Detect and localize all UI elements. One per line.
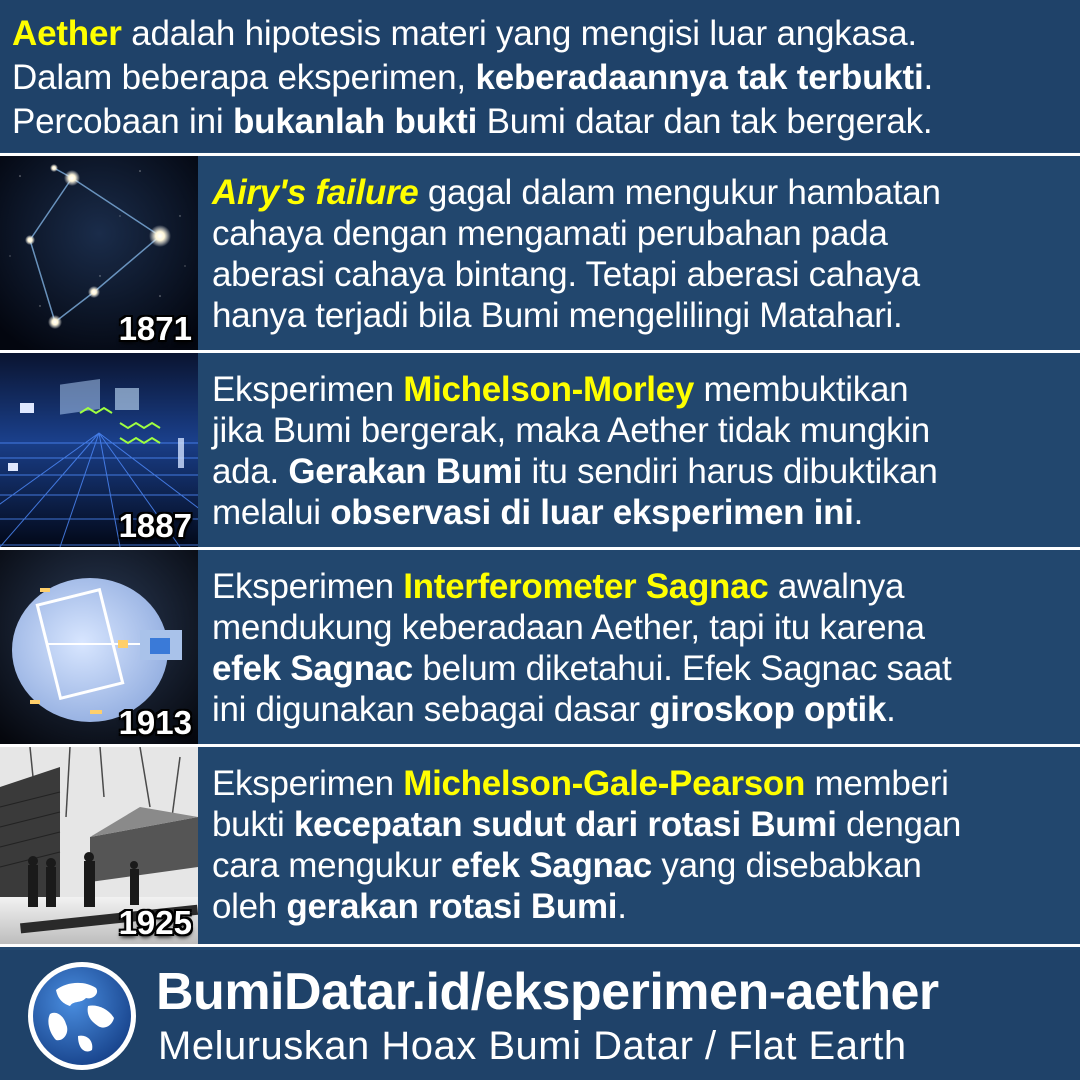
experiment-description: Eksperimen Interferometer Sagnac awalnya mendukung keberadaan Aether, tapi itu karena efek Sagnac belum diketahui. Efek Sagnac saat ini digunakan sebagai dasar giroskop optik. [212, 567, 952, 729]
experiment-row-1871 [0, 156, 1080, 350]
year-label: 1871 [118, 310, 192, 347]
historic-photo-image [0, 747, 198, 944]
divider [0, 944, 1080, 947]
intro-line-2: Dalam beberapa eksperimen, keberadaannya tak terbukti. [12, 58, 934, 97]
experiment-row-1913 [0, 550, 1080, 744]
experiment-title: Airy's failure [212, 173, 419, 212]
experiment-description: Eksperimen Michelson-Morley membuktikan jika Bumi bergerak, maka Aether tidak mungkin ada. Gerakan Bumi itu sendiri harus dibuktikan melalui observasi di luar eksperimen ini. [212, 370, 938, 532]
constellation-image [0, 156, 198, 350]
globe-icon [26, 960, 138, 1072]
footer [0, 950, 1080, 1080]
experiment-row-1887 [0, 353, 1080, 547]
year-label: 1925 [118, 904, 192, 941]
experiment-description: Airy's failure gagal dalam mengukur hambatan cahaya dengan mengamati perubahan pada aberasi cahaya bintang. Tetapi aberasi cahaya hanya terjadi bila Bumi mengelilingi Matahari. [212, 173, 941, 335]
intro-line-1: Aether adalah hipotesis materi yang mengisi luar angkasa. [12, 14, 917, 53]
experiment-description: Eksperimen Michelson-Gale-Pearson memberi bukti kecepatan sudut dari rotasi Bumi dengan cara mengukur efek Sagnac yang disebabkan oleh gerakan rotasi Bumi. [212, 764, 962, 926]
experiment-title: Interferometer Sagnac [403, 567, 769, 606]
interferometer-grid-image [0, 353, 198, 547]
sagnac-interferometer-image [0, 550, 198, 744]
aether-keyword: Aether [12, 14, 122, 53]
experiment-title: Michelson-Morley [403, 370, 695, 409]
year-label: 1913 [118, 704, 192, 741]
website-url[interactable]: BumiDatar.id/eksperimen-aether [156, 963, 939, 1021]
intro-line-3: Percobaan ini bukanlah bukti Bumi datar dan tak bergerak. [12, 102, 933, 141]
intro-block [0, 0, 1080, 152]
year-label: 1887 [118, 507, 192, 544]
experiment-title: Michelson-Gale-Pearson [403, 764, 806, 803]
experiment-row-1925 [0, 747, 1080, 944]
tagline: Meluruskan Hoax Bumi Datar / Flat Earth [158, 1024, 907, 1068]
